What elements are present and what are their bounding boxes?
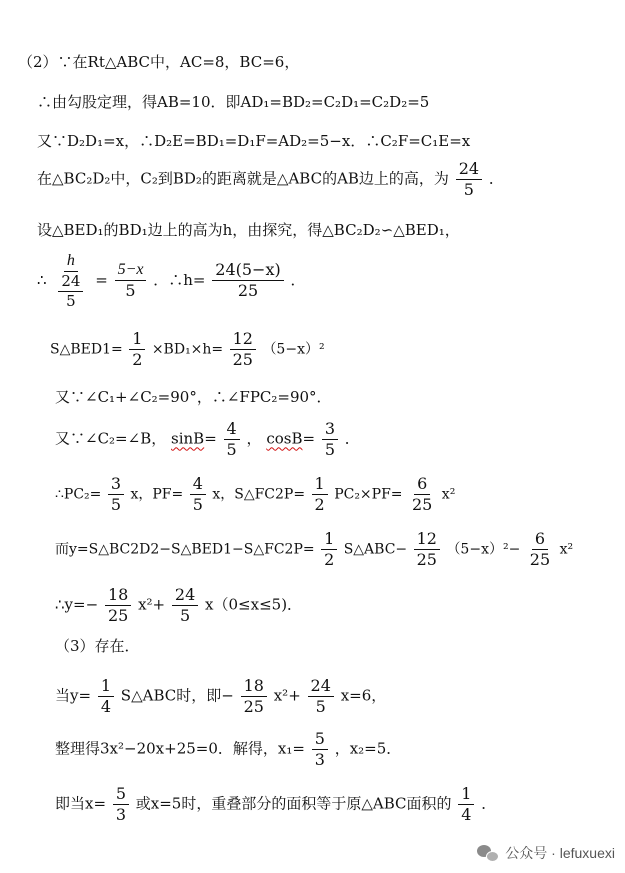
denominator: 25: [529, 549, 551, 569]
numerator: 1: [98, 677, 114, 697]
text: x²: [559, 541, 574, 558]
denominator: 5: [324, 439, 336, 459]
numerator: 12: [230, 330, 256, 350]
denominator: 2: [132, 349, 143, 369]
text: ，x₂=5．: [334, 739, 402, 758]
denominator: 5: [110, 494, 122, 514]
text: x，S△FC2P=: [212, 486, 306, 503]
text: x（0≤x≤5)．: [205, 595, 303, 614]
numerator: 4: [224, 420, 240, 440]
text: x²+: [273, 686, 301, 705]
text: ．∴h=: [153, 270, 206, 289]
denominator: 25: [107, 605, 129, 625]
denominator: 5: [179, 605, 191, 625]
text: =: [95, 270, 108, 289]
numerator: 18: [241, 677, 267, 697]
line-segments: [37, 131, 470, 151]
fraction: [105, 586, 131, 625]
numerator: 1: [312, 475, 328, 495]
text: x，PF=: [130, 486, 184, 503]
line-part2-intro: [18, 52, 299, 72]
denominator: 2: [314, 494, 325, 514]
fraction: [321, 530, 337, 569]
numerator: 18: [105, 586, 131, 606]
denominator: 5: [315, 696, 326, 716]
text: x²+: [138, 595, 166, 614]
text: ∴由勾股定理，得AB=10．即AD₁=BD₂=C₂D₁=C₂D₂=5: [37, 93, 430, 111]
text: =: [302, 429, 316, 448]
numerator: 5: [312, 730, 328, 750]
line-area-bed1: [50, 330, 325, 369]
text: 而y=S△BC2D2−S△BED1−S△FC2P=: [55, 541, 315, 558]
text: S△ABC时，即−: [120, 686, 234, 705]
inner-fraction: [58, 273, 83, 310]
numerator: 5: [113, 785, 129, 805]
text: ．: [344, 429, 360, 448]
line-ratio-h: [37, 252, 306, 310]
numerator: 5−x: [115, 261, 147, 281]
text: PC₂×PF=: [334, 486, 403, 503]
text: （3）存在．: [55, 637, 140, 655]
denominator: 5: [125, 281, 136, 301]
fraction: [458, 785, 474, 824]
denominator: 5: [226, 439, 237, 459]
line-similar-triangles: [37, 220, 460, 240]
text: ∴PC₂=: [55, 486, 102, 503]
fraction: [308, 677, 334, 716]
denominator: 25: [243, 696, 264, 716]
sin-b-text: sinB: [171, 429, 205, 448]
numerator: 24: [456, 160, 482, 180]
fraction: [409, 475, 435, 514]
numerator: 24(5−x): [212, 261, 283, 281]
numerator: 3: [108, 475, 124, 495]
denominator: 25: [411, 494, 433, 514]
numerator: 6: [414, 475, 430, 495]
denominator: 3: [115, 804, 126, 824]
text: 在△BC₂D₂中，C₂到BD₂的距离就是△ABC的AB边上的高，为: [37, 169, 449, 188]
text: 又∵D₂D₁=x，∴D₂E=BD₁=D₁F=AD₂=5−x．∴C₂F=C₁E=x: [37, 132, 471, 150]
text: （5−x）²: [262, 341, 325, 358]
fraction: [172, 586, 198, 625]
fraction: [312, 730, 328, 769]
fraction: [108, 475, 124, 514]
denominator: 4: [100, 696, 112, 716]
fraction: [113, 785, 129, 824]
numerator: 24: [308, 677, 334, 697]
denominator: 25: [232, 349, 253, 369]
fraction: [527, 530, 553, 569]
denominator: 25: [237, 281, 259, 301]
numerator: 4: [190, 475, 206, 495]
denominator-compound: [53, 272, 88, 310]
fraction: [212, 261, 283, 300]
line-height-ab: [37, 160, 504, 199]
text: S△BED1=: [50, 341, 123, 358]
text: ．: [290, 270, 306, 289]
text: 整理得3x²−20x+25=0．解得，x₁=: [55, 739, 305, 758]
text: 设△BED₁的BD₁边上的高为h，由探究，得△BC₂D₂∽△BED₁，: [37, 221, 460, 239]
text: （5−x）²−: [446, 541, 521, 558]
fraction: [230, 330, 256, 369]
numerator: 1: [129, 330, 145, 350]
text: ．: [481, 794, 497, 813]
numerator: 1: [458, 785, 474, 805]
text: ，: [246, 429, 262, 448]
numerator: h: [64, 252, 78, 272]
text: x=6，: [340, 686, 387, 705]
line-part3: [55, 636, 140, 656]
fraction-h-over: [53, 252, 88, 310]
fraction: [312, 475, 328, 514]
denominator: 3: [314, 749, 325, 769]
line-conclusion: [55, 785, 496, 824]
text: 又∵∠C₁+∠C₂=90°，∴∠FPC₂=90°．: [55, 388, 332, 406]
fraction: [129, 330, 145, 369]
text: =: [204, 429, 217, 448]
watermark-text: 公众号 · lefuxuexi: [505, 845, 615, 861]
numerator: 6: [532, 530, 548, 550]
denominator: 5: [463, 179, 474, 199]
cos-b-text: cosB: [266, 429, 303, 448]
line-y-expression: [55, 530, 573, 569]
wechat-icon: [477, 845, 499, 861]
line-trig: [55, 420, 360, 459]
numerator: 24: [58, 273, 83, 292]
fraction: [456, 160, 482, 199]
text: 又∵∠C₂=∠B，: [55, 429, 167, 448]
text: 当y=: [55, 686, 92, 705]
watermark: [477, 843, 615, 863]
denominator: 4: [461, 804, 472, 824]
text: 即当x=: [55, 794, 107, 813]
denominator: 2: [324, 549, 335, 569]
fraction: [98, 677, 114, 716]
text: ∴y=−: [55, 595, 99, 614]
line-angles: [55, 387, 332, 407]
line-y-result: [55, 586, 302, 625]
fraction: [190, 475, 206, 514]
denominator: 25: [416, 549, 437, 569]
fraction: [322, 420, 338, 459]
line-pythagoras: [37, 92, 429, 112]
fraction: [224, 420, 240, 459]
text: x²: [441, 486, 456, 503]
therefore-symbol: ∴: [37, 270, 47, 289]
numerator: 1: [321, 530, 337, 550]
numerator: 12: [414, 530, 440, 550]
text: ×BD₁×h=: [151, 341, 224, 358]
denominator: 5: [192, 494, 203, 514]
line-solve: [55, 730, 401, 769]
denominator: 5: [66, 291, 76, 310]
fraction: [115, 261, 147, 300]
text: S△ABC−: [343, 541, 408, 558]
fraction: [241, 677, 267, 716]
text: （2）∵在Rt△ABC中，AC=8，BC=6，: [18, 53, 300, 71]
numerator: 24: [172, 586, 198, 606]
numerator: 3: [322, 420, 338, 440]
line-when-y: [55, 677, 386, 716]
text: ．: [488, 169, 504, 188]
line-pc2-pf: [55, 475, 455, 514]
fraction: [414, 530, 440, 569]
text: 或x=5时，重叠部分的面积等于原△ABC面积的: [135, 794, 452, 813]
